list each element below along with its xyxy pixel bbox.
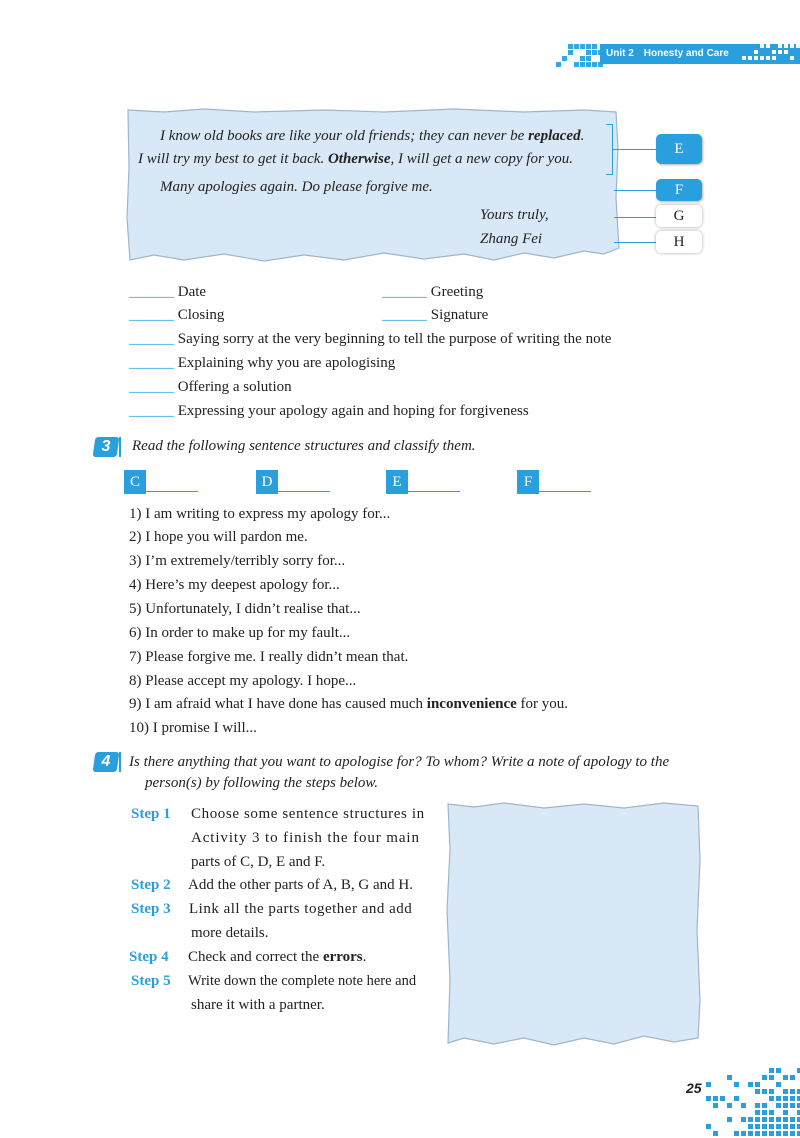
step-3-text: Link all the parts together and add <box>189 901 413 917</box>
pixel-square <box>790 56 794 60</box>
pixel-square <box>568 50 573 55</box>
pixel-square <box>720 1096 725 1101</box>
pixel-square <box>741 1131 746 1136</box>
pixel-square <box>741 1103 746 1108</box>
pixel-square <box>766 44 770 48</box>
pixel-square <box>755 1110 760 1115</box>
pixel-square <box>734 1096 739 1101</box>
step-1-label: Step 1 <box>131 806 171 822</box>
pixel-square <box>766 56 770 60</box>
step-5-text: Write down the complete note here and <box>188 973 417 989</box>
pixel-square <box>586 50 591 55</box>
sentence-item: 4) Here’s my deepest apology for... <box>129 577 340 593</box>
pixel-square <box>784 44 788 48</box>
letter-signature: Zhang Fei <box>480 231 543 247</box>
pixel-square <box>748 1082 753 1087</box>
step-3-text: more details. <box>191 925 269 941</box>
sentence-item: 6) In order to make up for my fault... <box>129 625 351 641</box>
sentence-item: 5) Unfortunately, I didn’t realise that... <box>129 601 361 617</box>
pixel-square <box>769 1096 774 1101</box>
activity-4-instruction-line-2: person(s) by following the steps below. <box>145 775 379 791</box>
tag-e: E <box>656 134 702 164</box>
match-row-closing: ______ Closing <box>129 307 225 323</box>
step-1-text: Choose some sentence structures in <box>191 806 425 822</box>
match-row-item: ______ Explaining why you are apologising <box>129 355 396 371</box>
header-label <box>606 44 739 64</box>
pixel-square <box>784 50 788 54</box>
activity-3-badge: 3 <box>94 437 122 457</box>
pixel-square <box>713 1103 718 1108</box>
pixel-square <box>755 1103 760 1108</box>
tag-h: H <box>656 231 702 253</box>
pixel-square <box>760 44 764 48</box>
pixel-square <box>769 1131 774 1136</box>
pixel-square <box>742 56 746 60</box>
match-row-item: ______ Offering a solution <box>129 379 292 395</box>
sentence-item: 10) I promise I will... <box>129 720 257 736</box>
step-2-text: Add the other parts of A, B, G and H. <box>188 877 413 893</box>
pixel-square <box>586 56 591 61</box>
pixel-square <box>755 1089 760 1094</box>
match-row-date: ______ Date <box>129 284 207 300</box>
pixel-square <box>762 1124 767 1129</box>
step-4-label: Step 4 <box>129 949 169 965</box>
pixel-square <box>783 1131 788 1136</box>
pixel-square <box>556 62 561 67</box>
pixel-square <box>783 1089 788 1094</box>
pixel-square <box>796 44 800 48</box>
torn-paper-shape <box>444 800 702 1050</box>
pixel-square <box>754 56 758 60</box>
pixel-square <box>769 1068 774 1073</box>
step-1-text: parts of C, D, E and F. <box>191 854 326 870</box>
letter-line-3: Many apologies again. Do please forgive me. <box>160 179 433 195</box>
pixel-square <box>783 1075 788 1080</box>
pixel-square <box>776 1096 781 1101</box>
step-1-text: Activity 3 to finish the four main <box>191 830 420 846</box>
connector-line <box>614 217 656 218</box>
sentence-item: 7) Please forgive me. I really didn’t mean that. <box>129 649 409 665</box>
pixel-square <box>790 1103 795 1108</box>
pixel-square <box>706 1096 711 1101</box>
pixel-square <box>592 62 597 67</box>
pixel-square <box>568 44 573 49</box>
sentence-item: 8) Please accept my apology. I hope... <box>129 673 357 689</box>
pixel-square <box>727 1075 732 1080</box>
pixel-square <box>580 44 585 49</box>
pixel-square <box>769 1110 774 1115</box>
letter-card <box>124 108 622 264</box>
pixel-square <box>790 1096 795 1101</box>
sentence-item: 2) I hope you will pardon me. <box>129 529 308 545</box>
header-decoration <box>556 44 604 66</box>
pixel-square <box>748 56 752 60</box>
header-grid-decoration <box>742 44 800 64</box>
connector-line <box>614 242 656 243</box>
pixel-square <box>713 1096 718 1101</box>
pixel-square <box>790 1117 795 1122</box>
activity-4-badge: 4 <box>94 752 122 772</box>
pixel-square <box>778 44 782 48</box>
activity-4-instruction-line-1: Is there anything that you want to apologise for? To whom? Write a note of apology to the <box>129 754 670 770</box>
connector-line <box>606 124 613 125</box>
pixel-square <box>574 62 579 67</box>
connector-line <box>614 190 656 191</box>
step-5-text: share it with a partner. <box>191 997 325 1013</box>
letter-line-1: I know old books are like your old friends; they can never be replaced. <box>160 128 585 144</box>
pixel-square <box>754 50 758 54</box>
match-row-item: ______ Saying sorry at the very beginning to tell the purpose of writing the note <box>129 331 612 347</box>
pixel-square <box>790 44 794 48</box>
pixel-square <box>776 1117 781 1122</box>
pixel-square <box>783 1117 788 1122</box>
pixel-square <box>762 1131 767 1136</box>
pixel-square <box>727 1103 732 1108</box>
pixel-square <box>790 1124 795 1129</box>
pixel-square <box>580 62 585 67</box>
pixel-square <box>772 56 776 60</box>
pixel-square <box>769 1124 774 1129</box>
pixel-square <box>748 1124 753 1129</box>
unit-label: Unit 2 <box>606 48 634 59</box>
pixel-square <box>755 1124 760 1129</box>
pixel-square <box>790 1075 795 1080</box>
pixel-square <box>734 1131 739 1136</box>
pixel-square <box>760 56 764 60</box>
pixel-square <box>762 1110 767 1115</box>
sentence-item: 3) I’m extremely/terribly sorry for... <box>129 553 346 569</box>
pixel-square <box>586 44 591 49</box>
pixel-square <box>783 1103 788 1108</box>
pixel-square <box>713 1131 718 1136</box>
pixel-square <box>769 1075 774 1080</box>
pixel-square <box>776 1082 781 1087</box>
pixel-square <box>741 1117 746 1122</box>
tag-f: F <box>656 179 702 201</box>
pixel-square <box>574 44 579 49</box>
footer-decoration <box>706 1068 800 1138</box>
pixel-square <box>734 1082 739 1087</box>
sentence-item: 9) I am afraid what I have done has caused much inconvenience for you. <box>129 696 569 712</box>
page-number: 25 <box>686 1080 702 1096</box>
pixel-square <box>776 1068 781 1073</box>
unit-title: Honesty and Care <box>643 48 729 59</box>
pixel-square <box>769 1089 774 1094</box>
connector-line <box>606 174 613 175</box>
pixel-square <box>783 1096 788 1101</box>
pixel-square <box>755 1117 760 1122</box>
pixel-square <box>778 50 782 54</box>
pixel-square <box>748 1131 753 1136</box>
pixel-square <box>592 50 597 55</box>
tag-g: G <box>656 205 702 227</box>
pixel-square <box>790 1089 795 1094</box>
letter-line-2: I will try my best to get it back. Otherwise, I will get a new copy for you. <box>138 151 573 167</box>
pixel-square <box>783 1110 788 1115</box>
pixel-square <box>592 44 597 49</box>
step-3-label: Step 3 <box>131 901 171 917</box>
pixel-square <box>706 1082 711 1087</box>
pixel-square <box>776 1131 781 1136</box>
pixel-square <box>727 1117 732 1122</box>
match-row-signature: ______ Signature <box>382 307 489 323</box>
step-2-label: Step 2 <box>131 877 171 893</box>
pixel-square <box>776 1103 781 1108</box>
match-row-item: ______ Expressing your apology again and hoping for forgiveness <box>129 403 529 419</box>
pixel-square <box>755 1131 760 1136</box>
note-writing-area[interactable] <box>444 800 702 1050</box>
activity-3-instruction: Read the following sentence structures and classify them. <box>132 438 476 454</box>
pixel-square <box>769 1117 774 1122</box>
pixel-square <box>776 1124 781 1129</box>
pixel-square <box>748 1117 753 1122</box>
pixel-square <box>790 1131 795 1136</box>
pixel-square <box>783 1124 788 1129</box>
pixel-square <box>562 56 567 61</box>
pixel-square <box>762 1075 767 1080</box>
step-5-label: Step 5 <box>131 973 171 989</box>
step-4-text: Check and correct the errors. <box>188 949 367 965</box>
pixel-square <box>762 1089 767 1094</box>
sentence-item: 1) I am writing to express my apology for... <box>129 506 391 522</box>
pixel-square <box>706 1124 711 1129</box>
connector-line <box>612 149 656 150</box>
pixel-square <box>762 1103 767 1108</box>
pixel-square <box>586 62 591 67</box>
pixel-square <box>772 50 776 54</box>
pixel-square <box>580 56 585 61</box>
letter-closing: Yours truly, <box>480 207 549 223</box>
pixel-square <box>755 1082 760 1087</box>
match-row-greeting: ______ Greeting <box>382 284 484 300</box>
pixel-square <box>762 1117 767 1122</box>
